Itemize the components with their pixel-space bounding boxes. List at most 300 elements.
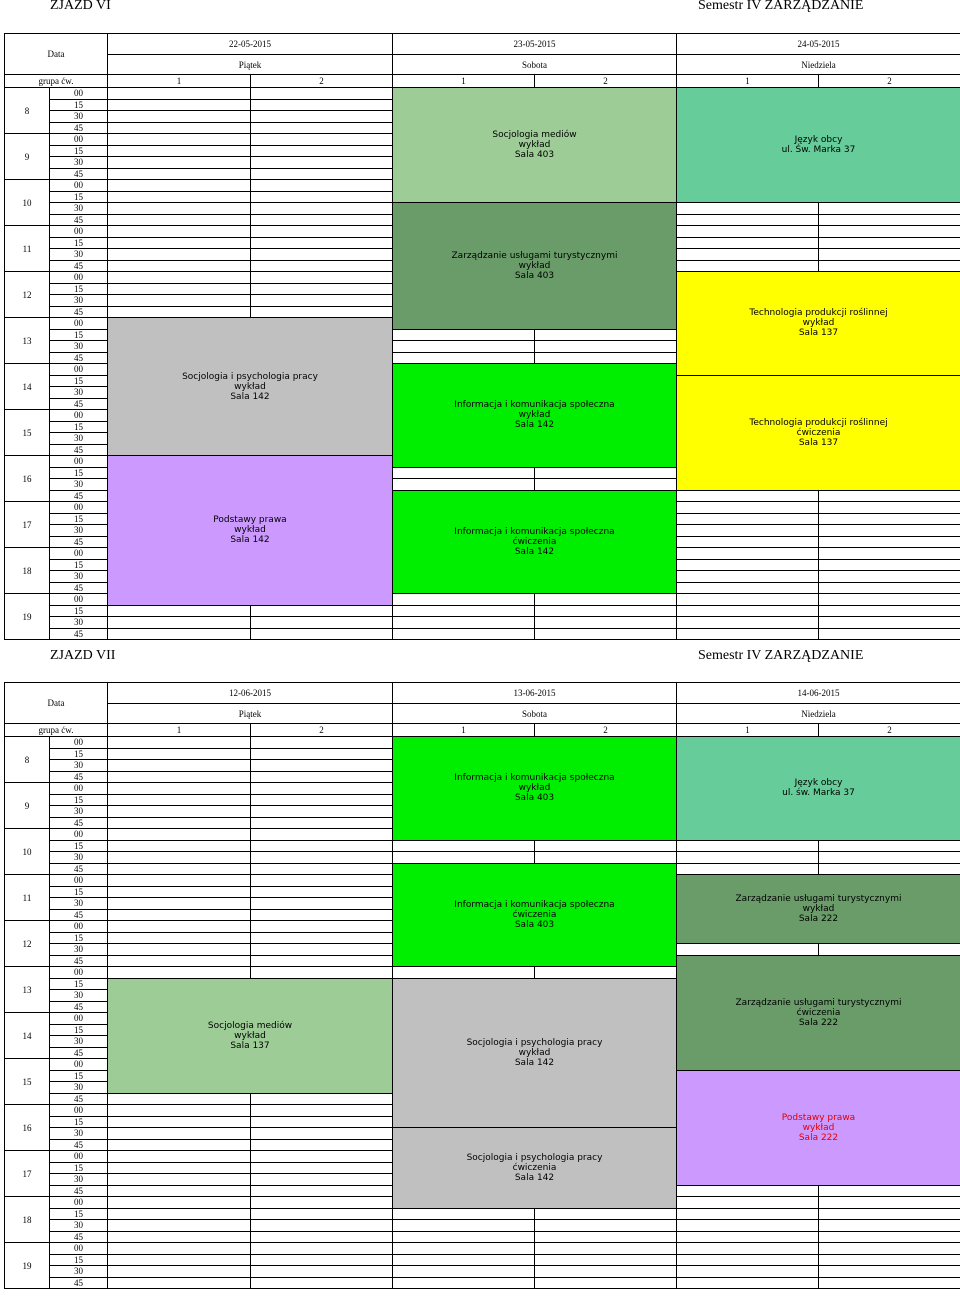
minute-label: 30 [50, 571, 108, 583]
minute-label: 45 [50, 1277, 108, 1289]
empty-slot [677, 559, 819, 571]
empty-slot [251, 771, 393, 783]
empty-slot [108, 1197, 251, 1209]
group-number: 1 [108, 75, 251, 88]
minute-label: 15 [50, 1070, 108, 1082]
time-slot-row [5, 863, 960, 875]
minute-label: 45 [50, 260, 108, 272]
hour-label: 16 [5, 456, 50, 502]
class-subject: Zarządzanie usługami turystycznymi [451, 250, 618, 261]
empty-slot [108, 944, 251, 956]
class-block[interactable] [393, 978, 677, 1128]
minute-label: 30 [50, 479, 108, 491]
empty-slot [677, 214, 819, 226]
empty-slot [108, 771, 251, 783]
empty-slot [251, 875, 393, 887]
empty-slot [251, 1093, 393, 1105]
minute-label: 30 [50, 387, 108, 399]
empty-slot [251, 1243, 393, 1255]
empty-slot [251, 921, 393, 933]
group-label: grupa ćw. [5, 724, 108, 737]
empty-slot [819, 617, 960, 629]
empty-slot [819, 1185, 960, 1197]
minute-label: 45 [50, 168, 108, 180]
class-type: ćwiczenia [512, 1162, 557, 1173]
minute-label: 30 [50, 617, 108, 629]
minute-label: 00 [50, 410, 108, 422]
group-number: 1 [677, 724, 819, 737]
class-block[interactable] [677, 375, 960, 490]
data-header: Data [5, 683, 108, 724]
class-subject: Zarządzanie usługami turystycznymi [735, 997, 902, 1008]
empty-slot [251, 214, 393, 226]
minute-label: 00 [50, 1013, 108, 1025]
date-header: 13-06-2015 [393, 683, 677, 704]
minute-label: 30 [50, 1174, 108, 1186]
minute-label: 15 [50, 145, 108, 157]
minute-label: 30 [50, 341, 108, 353]
class-room: Sala 222 [798, 1017, 839, 1028]
minute-label: 00 [50, 1151, 108, 1163]
class-subject: Technologia produkcji roślinnej [749, 308, 888, 319]
empty-slot [393, 352, 535, 364]
empty-slot [535, 479, 677, 491]
empty-slot [251, 628, 393, 640]
hour-label: 14 [5, 364, 50, 410]
minute-label: 15 [50, 191, 108, 203]
empty-slot [251, 829, 393, 841]
minute-label: 15 [50, 421, 108, 433]
hour-label: 10 [5, 180, 50, 226]
minute-label: 15 [50, 237, 108, 249]
class-room: Sala 403 [514, 150, 555, 160]
empty-slot [393, 628, 535, 640]
minute-label: 15 [50, 1208, 108, 1220]
time-slot-row [5, 1243, 960, 1255]
empty-slot [251, 1116, 393, 1128]
class-type: wykład [518, 260, 551, 271]
class-block[interactable] [393, 490, 677, 594]
empty-slot [251, 1174, 393, 1186]
weekday-header: Sobota [393, 704, 677, 724]
empty-slot [108, 88, 251, 100]
group-number: 1 [393, 75, 535, 88]
empty-slot [535, 1266, 677, 1278]
hour-label: 17 [5, 1151, 50, 1197]
group-number: 2 [819, 75, 960, 88]
empty-slot [535, 594, 677, 606]
empty-slot [677, 548, 819, 560]
empty-slot [393, 1266, 535, 1278]
empty-slot [108, 898, 251, 910]
hour-label: 19 [5, 1243, 50, 1289]
empty-slot [677, 571, 819, 583]
hour-label: 19 [5, 594, 50, 640]
empty-slot [393, 605, 535, 617]
class-block[interactable] [677, 88, 960, 203]
time-slot-row [5, 628, 960, 640]
empty-slot [251, 1162, 393, 1174]
empty-slot [677, 944, 819, 956]
class-block[interactable] [108, 456, 393, 606]
class-type: ćwiczenia [796, 1007, 841, 1018]
empty-slot [251, 794, 393, 806]
minute-label: 45 [50, 628, 108, 640]
empty-slot [108, 921, 251, 933]
empty-slot [108, 237, 251, 249]
empty-slot [251, 295, 393, 307]
empty-slot [108, 1243, 251, 1255]
minute-label: 00 [50, 737, 108, 749]
empty-slot [677, 1266, 819, 1278]
class-subject: Socjologia mediów [207, 1020, 293, 1031]
class-block[interactable] [393, 863, 677, 967]
class-subject: Zarządzanie usługami turystycznymi [735, 894, 902, 904]
empty-slot [393, 617, 535, 629]
empty-slot [819, 840, 960, 852]
date-header: 24-05-2015 [677, 34, 960, 55]
empty-slot [251, 260, 393, 272]
class-block[interactable] [108, 978, 393, 1093]
hour-label: 9 [5, 783, 50, 829]
empty-slot [108, 168, 251, 180]
empty-slot [108, 760, 251, 772]
empty-slot [251, 168, 393, 180]
empty-slot [251, 617, 393, 629]
minute-label: 45 [50, 1185, 108, 1197]
class-block[interactable] [108, 318, 393, 456]
empty-slot [677, 1243, 819, 1255]
date-header: 23-05-2015 [393, 34, 677, 55]
minute-label: 00 [50, 1105, 108, 1117]
minute-label: 00 [50, 967, 108, 979]
minute-label: 45 [50, 352, 108, 364]
empty-slot [108, 203, 251, 215]
empty-slot [677, 582, 819, 594]
empty-slot [108, 214, 251, 226]
empty-slot [251, 955, 393, 967]
class-type: wykład [802, 318, 835, 329]
empty-slot [251, 157, 393, 169]
class-block[interactable] [393, 737, 677, 841]
empty-slot [677, 226, 819, 238]
minute-label: 30 [50, 1220, 108, 1232]
empty-slot [251, 1208, 393, 1220]
empty-slot [108, 1220, 251, 1232]
empty-slot [819, 863, 960, 875]
empty-slot [108, 283, 251, 295]
empty-slot [108, 1116, 251, 1128]
minute-label: 15 [50, 1254, 108, 1266]
empty-slot [108, 1105, 251, 1117]
time-slot-row [5, 605, 960, 617]
class-room: Sala 142 [514, 546, 555, 557]
empty-slot [819, 1254, 960, 1266]
minute-label: 00 [50, 548, 108, 560]
empty-slot [251, 1139, 393, 1151]
empty-slot [677, 536, 819, 548]
empty-slot [819, 628, 960, 640]
empty-slot [819, 260, 960, 272]
empty-slot [251, 1128, 393, 1140]
group-number: 2 [819, 724, 960, 737]
date-header: 22-05-2015 [108, 34, 393, 55]
empty-slot [677, 1197, 819, 1209]
minute-label: 45 [50, 909, 108, 921]
minute-label: 30 [50, 249, 108, 261]
empty-slot [251, 909, 393, 921]
minute-label: 00 [50, 502, 108, 514]
class-block[interactable] [393, 1128, 677, 1209]
minute-label: 45 [50, 1139, 108, 1151]
empty-slot [108, 617, 251, 629]
empty-slot [677, 594, 819, 606]
empty-slot [108, 886, 251, 898]
empty-slot [251, 863, 393, 875]
hour-label: 13 [5, 967, 50, 1013]
minute-label: 45 [50, 214, 108, 226]
empty-slot [393, 329, 535, 341]
time-slot-row [5, 1208, 960, 1220]
minute-label: 45 [50, 490, 108, 502]
empty-slot [108, 226, 251, 238]
empty-slot [108, 852, 251, 864]
empty-slot [108, 122, 251, 134]
class-room: Sala 137 [798, 328, 839, 339]
minute-label: 45 [50, 122, 108, 134]
empty-slot [819, 490, 960, 502]
empty-slot [535, 852, 677, 864]
group-number: 1 [677, 75, 819, 88]
empty-slot [677, 1277, 819, 1289]
empty-slot [108, 1277, 251, 1289]
empty-slot [535, 1208, 677, 1220]
schedule-table-zjazd-vii [4, 682, 960, 1289]
minute-label: 00 [50, 921, 108, 933]
date-header: 12-06-2015 [108, 683, 393, 704]
block1-title-right: Semestr IV ZARZĄDZANIE [698, 0, 864, 13]
minute-label: 30 [50, 852, 108, 864]
empty-slot [251, 191, 393, 203]
minute-label: 45 [50, 955, 108, 967]
class-subject: Język obcy [794, 778, 843, 789]
empty-slot [819, 605, 960, 617]
empty-slot [819, 1208, 960, 1220]
empty-slot [677, 605, 819, 617]
empty-slot [251, 1266, 393, 1278]
minute-label: 15 [50, 886, 108, 898]
class-room: Sala 222 [798, 1132, 839, 1143]
minute-label: 45 [50, 817, 108, 829]
class-room: Sala 142 [230, 391, 270, 402]
empty-slot [251, 783, 393, 795]
hour-label: 11 [5, 875, 50, 921]
empty-slot [819, 249, 960, 261]
empty-slot [819, 237, 960, 249]
minute-label: 45 [50, 306, 108, 318]
minute-label: 00 [50, 272, 108, 284]
class-block[interactable] [393, 88, 677, 203]
empty-slot [251, 1254, 393, 1266]
group-label: grupa ćw. [5, 75, 108, 88]
empty-slot [251, 1105, 393, 1117]
empty-slot [393, 479, 535, 491]
minute-label: 30 [50, 295, 108, 307]
empty-slot [819, 594, 960, 606]
empty-slot [251, 88, 393, 100]
minute-label: 00 [50, 364, 108, 376]
class-block[interactable] [677, 875, 960, 944]
class-type: wykład [518, 140, 551, 150]
hour-label: 16 [5, 1105, 50, 1151]
class-block[interactable] [677, 955, 960, 1070]
empty-slot [108, 295, 251, 307]
empty-slot [677, 260, 819, 272]
time-slot-row [5, 737, 960, 749]
empty-slot [393, 341, 535, 353]
empty-slot [108, 272, 251, 284]
class-subject: Podstawy prawa [781, 1112, 856, 1123]
empty-slot [108, 157, 251, 169]
empty-slot [108, 806, 251, 818]
empty-slot [819, 571, 960, 583]
empty-slot [251, 145, 393, 157]
hour-label: 12 [5, 921, 50, 967]
weekday-header: Sobota [393, 55, 677, 75]
empty-slot [819, 582, 960, 594]
empty-slot [535, 605, 677, 617]
empty-slot [819, 214, 960, 226]
minute-label: 15 [50, 748, 108, 760]
empty-slot [251, 272, 393, 284]
empty-slot [535, 628, 677, 640]
empty-slot [535, 467, 677, 479]
empty-slot [251, 1185, 393, 1197]
empty-slot [251, 605, 393, 617]
weekday-header: Piątek [108, 704, 393, 724]
minute-label: 45 [50, 536, 108, 548]
class-room: Sala 137 [230, 1040, 270, 1051]
empty-slot [393, 1277, 535, 1289]
class-block[interactable] [677, 272, 960, 376]
minute-label: 15 [50, 1162, 108, 1174]
minute-label: 45 [50, 582, 108, 594]
class-block[interactable] [677, 737, 960, 841]
class-block[interactable] [393, 203, 677, 330]
weekday-header: Niedziela [677, 704, 960, 724]
class-block[interactable] [677, 1070, 960, 1185]
minute-label: 00 [50, 875, 108, 887]
empty-slot [819, 1197, 960, 1209]
hour-label: 15 [5, 410, 50, 456]
empty-slot [819, 559, 960, 571]
empty-slot [393, 967, 535, 979]
empty-slot [108, 1162, 251, 1174]
time-slot-row [5, 1254, 960, 1266]
minute-label: 15 [50, 978, 108, 990]
hour-label: 8 [5, 88, 50, 134]
empty-slot [108, 134, 251, 146]
empty-slot [251, 806, 393, 818]
class-subject: Podstawy prawa [213, 515, 287, 526]
empty-slot [535, 840, 677, 852]
minute-label: 15 [50, 99, 108, 111]
class-type: ćwiczenia [796, 427, 841, 438]
empty-slot [819, 548, 960, 560]
empty-slot [108, 111, 251, 123]
empty-slot [108, 145, 251, 157]
minute-label: 00 [50, 1059, 108, 1071]
empty-slot [108, 628, 251, 640]
minute-label: 30 [50, 944, 108, 956]
empty-slot [108, 1093, 251, 1105]
time-slot-row [5, 852, 960, 864]
empty-slot [251, 1220, 393, 1232]
empty-slot [108, 191, 251, 203]
empty-slot [677, 502, 819, 514]
empty-slot [251, 944, 393, 956]
class-subject: Socjologia i psychologia pracy [182, 371, 318, 382]
empty-slot [819, 1266, 960, 1278]
minute-label: 15 [50, 1116, 108, 1128]
time-slot-row [5, 1231, 960, 1243]
empty-slot [677, 490, 819, 502]
hour-label: 13 [5, 318, 50, 364]
empty-slot [819, 226, 960, 238]
class-room: Sala 403 [514, 919, 555, 930]
minute-label: 00 [50, 180, 108, 192]
empty-slot [535, 1220, 677, 1232]
minute-label: 15 [50, 559, 108, 571]
empty-slot [108, 817, 251, 829]
hour-label: 18 [5, 548, 50, 594]
minute-label: 30 [50, 203, 108, 215]
minute-label: 45 [50, 1231, 108, 1243]
empty-slot [108, 260, 251, 272]
empty-slot [108, 748, 251, 760]
empty-slot [108, 1208, 251, 1220]
minute-label: 00 [50, 456, 108, 468]
empty-slot [393, 852, 535, 864]
class-block[interactable] [393, 364, 677, 468]
minute-label: 00 [50, 783, 108, 795]
empty-slot [251, 1277, 393, 1289]
empty-slot [251, 932, 393, 944]
minute-label: 30 [50, 1036, 108, 1048]
empty-slot [535, 967, 677, 979]
weekday-header: Niedziela [677, 55, 960, 75]
empty-slot [819, 852, 960, 864]
time-slot-row [5, 88, 960, 100]
minute-label: 30 [50, 111, 108, 123]
class-room: Sala 403 [514, 793, 555, 804]
minute-label: 00 [50, 226, 108, 238]
empty-slot [535, 1254, 677, 1266]
minute-label: 45 [50, 863, 108, 875]
class-type: wykład [518, 1047, 551, 1058]
empty-slot [251, 737, 393, 749]
empty-slot [251, 1151, 393, 1163]
class-type: ćwiczenia [512, 536, 557, 547]
empty-slot [251, 203, 393, 215]
hour-label: 14 [5, 1013, 50, 1059]
empty-slot [677, 525, 819, 537]
class-subject: Informacja i komunikacja społeczna [454, 526, 615, 537]
hour-label: 11 [5, 226, 50, 272]
empty-slot [819, 1231, 960, 1243]
empty-slot [393, 1243, 535, 1255]
weekday-header: Piątek [108, 55, 393, 75]
